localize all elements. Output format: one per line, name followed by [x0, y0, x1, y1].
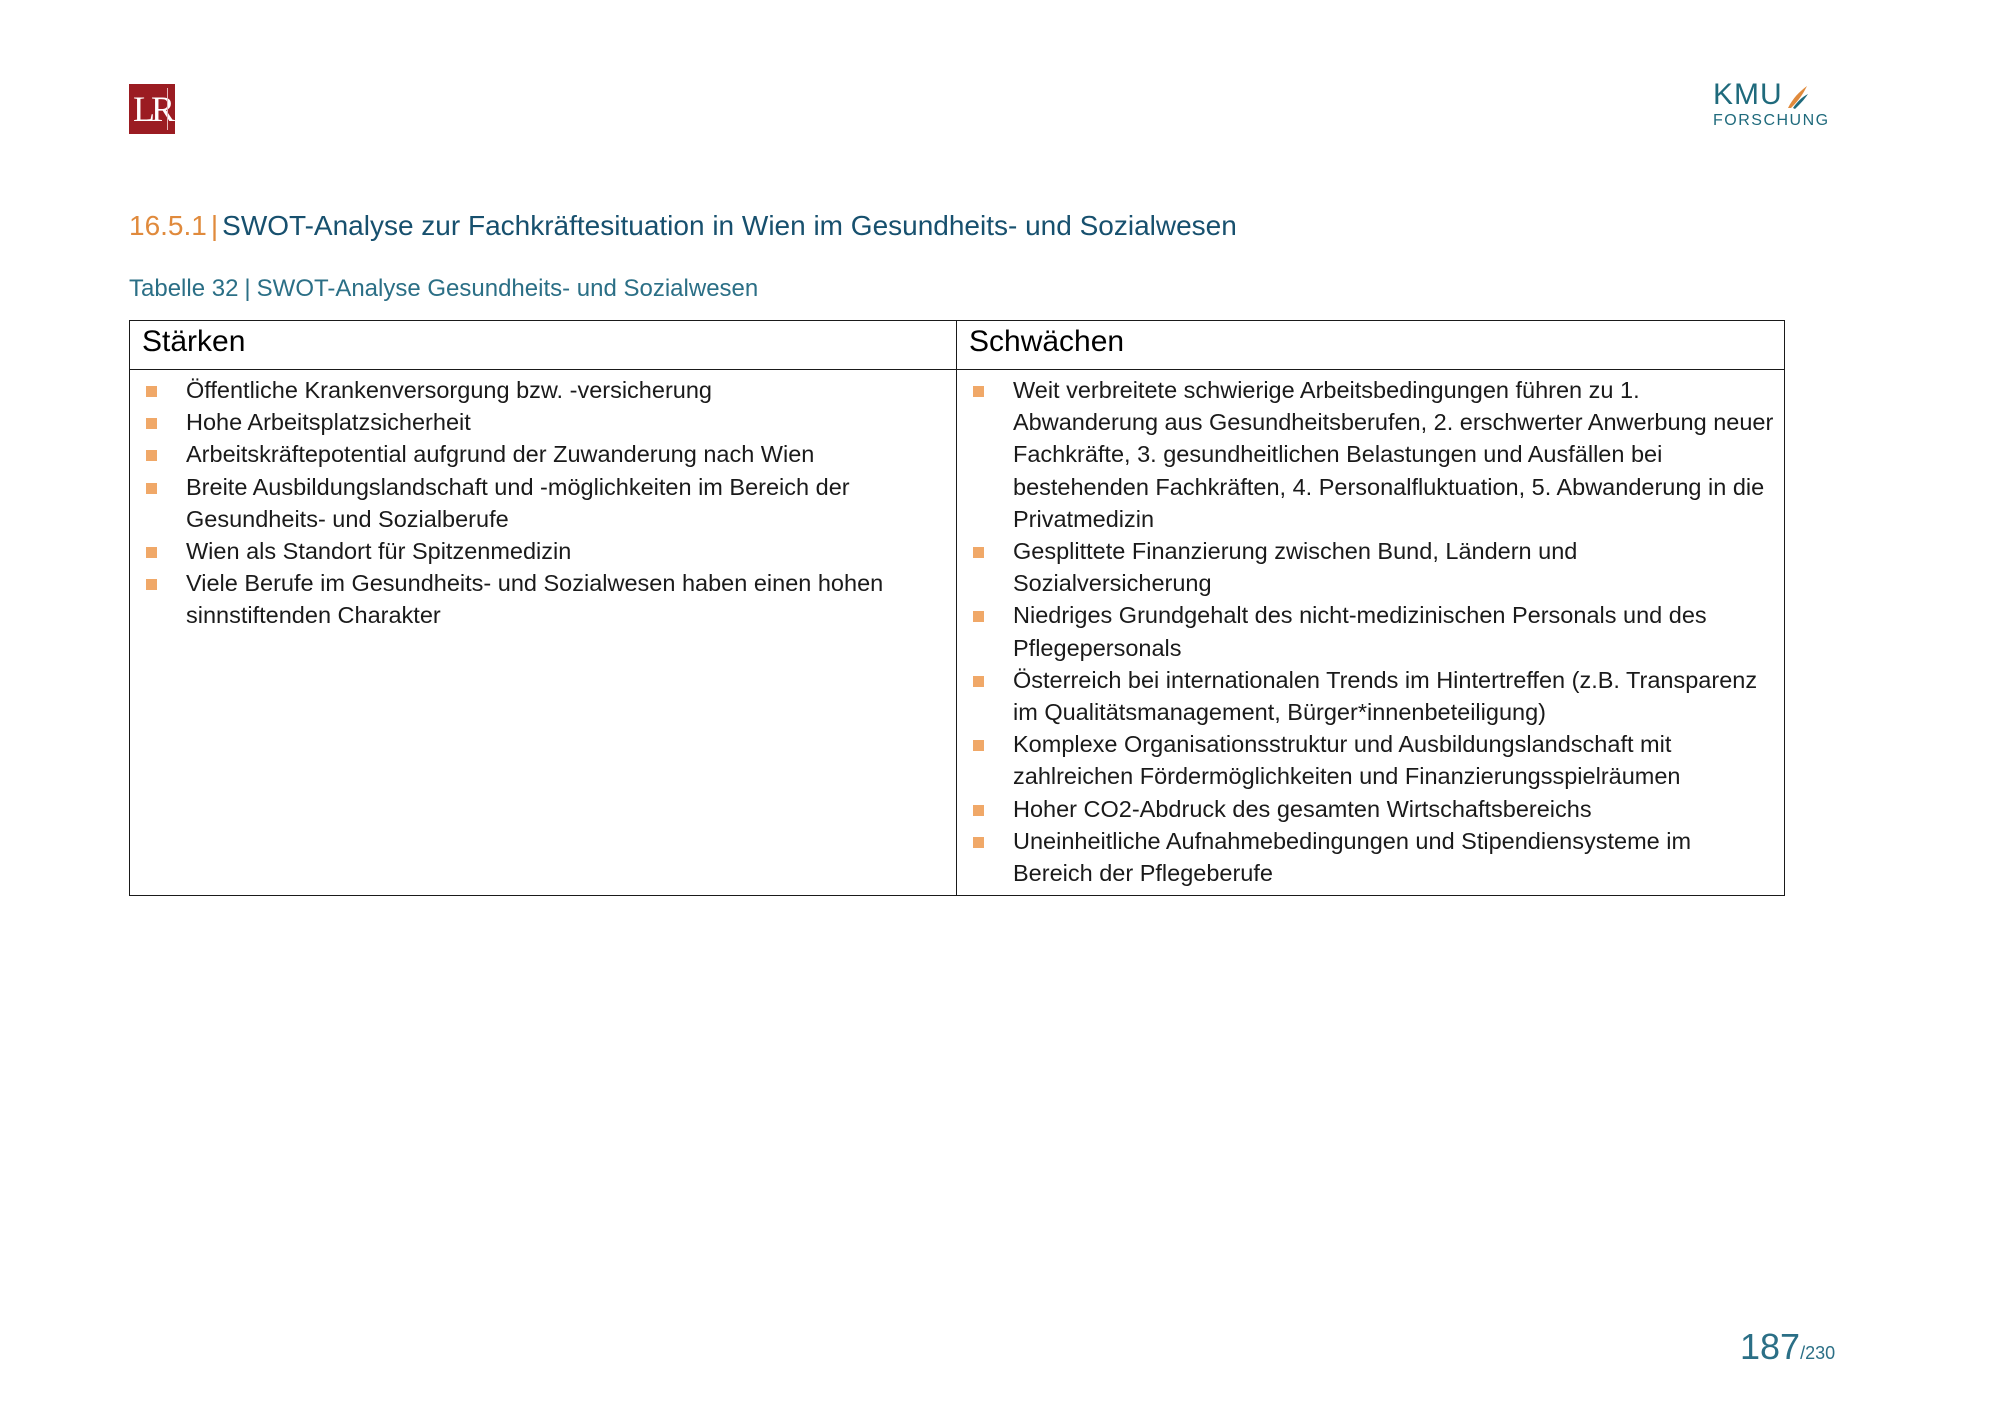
square-bullet-icon	[146, 579, 157, 590]
square-bullet-icon	[973, 805, 984, 816]
list-item	[965, 664, 1776, 728]
table-caption-label: Tabelle 32	[129, 275, 239, 302]
list-item-text: Weit verbreitete schwierige Arbeitsbedingungen führen zu 1. Abwanderung aus Gesundheitsberufen, 2. erschwerter Anwerbung neuer Fachkräfte, 3. gesundheitlichen Belastungen und Ausfällen bei bestehenden Fachkräften, 4. Personalfluktuation, 5. Abwanderung in die Privatmedizin	[1013, 377, 1774, 532]
list-item-text: Öffentliche Krankenversorgung bzw. -versicherung	[186, 377, 712, 403]
list-item	[965, 728, 1776, 792]
square-bullet-icon	[146, 483, 157, 494]
kmu-logo-wordmark	[1713, 80, 1823, 110]
weaknesses-cell	[957, 370, 1785, 896]
section-title: SWOT-Analyse zur Fachkräftesituation in Wien im Gesundheits- und Sozialwesen	[222, 210, 1237, 241]
list-item-text: Hohe Arbeitsplatzsicherheit	[186, 409, 471, 436]
leaf-icon	[1785, 84, 1809, 110]
list-item	[965, 825, 1776, 889]
square-bullet-icon	[973, 547, 984, 558]
square-bullet-icon	[973, 837, 984, 848]
square-bullet-icon	[146, 418, 157, 429]
swot-header-row	[130, 321, 1785, 370]
list-item-text: Wien als Standort für Spitzenmedizin	[186, 538, 572, 565]
kmu-logo-text: KMU	[1713, 78, 1783, 111]
section-heading	[129, 208, 1237, 244]
list-item	[965, 793, 1776, 825]
list-item-text: Uneinheitliche Aufnahmebedingungen und Stipendiensysteme im Bereich der Pflegeberufe	[1013, 827, 1692, 887]
strengths-header: Stärken	[130, 321, 957, 370]
forschung-logo-text: FORSCHUNG	[1713, 112, 1830, 129]
list-item	[138, 567, 948, 631]
square-bullet-icon	[973, 386, 984, 397]
list-item	[138, 535, 948, 567]
square-bullet-icon	[973, 676, 984, 687]
table-caption	[129, 274, 758, 304]
swot-table	[129, 320, 1785, 896]
lr-logo-side-mark	[167, 88, 174, 130]
list-item-text: Komplexe Organisationsstruktur und Ausbildungslandschaft mit zahlreichen Fördermöglichkeiten und Finanzierungsspielräumen	[1013, 731, 1681, 790]
table-caption-text: SWOT-Analyse Gesundheits- und Sozialwesen	[256, 275, 759, 302]
strengths-cell	[130, 370, 957, 896]
list-item	[138, 374, 948, 406]
square-bullet-icon	[973, 740, 984, 751]
list-item-text: Viele Berufe im Gesundheits- und Sozialwesen haben einen hohen sinnstiftenden Charakter	[186, 570, 884, 629]
square-bullet-icon	[146, 450, 157, 461]
list-item-text: Österreich bei internationalen Trends im Hintertreffen (z.B. Transparenz im Qualitätsmanagement, Bürger*innenbeteiligung)	[1013, 666, 1758, 726]
square-bullet-icon	[146, 547, 157, 558]
lr-logo-text: LR	[132, 89, 171, 129]
list-item-text: Breite Ausbildungslandschaft und -möglichkeiten im Bereich der Gesundheits- und Sozialberufe	[186, 473, 850, 532]
list-item-text: Gesplittete Finanzierung zwischen Bund, Ländern und Sozialversicherung	[1013, 538, 1578, 597]
strengths-list	[138, 374, 948, 632]
list-item-text: Hoher CO2-Abdruck des gesamten Wirtschaftsbereichs	[1013, 795, 1592, 822]
page-number	[1740, 1326, 1835, 1368]
table-caption-separator: |	[244, 275, 251, 302]
square-bullet-icon	[973, 611, 984, 622]
list-item-text: Arbeitskräftepotential aufgrund der Zuwanderung nach Wien	[186, 441, 815, 468]
list-item	[965, 535, 1776, 599]
swot-body-row	[130, 370, 1785, 896]
square-bullet-icon	[146, 386, 157, 397]
lr-logo	[129, 84, 175, 134]
list-item	[965, 374, 1776, 535]
page-number-total: /230	[1800, 1343, 1836, 1363]
section-number: 16.5.1	[129, 210, 207, 241]
list-item	[965, 599, 1776, 663]
list-item	[138, 471, 948, 535]
page-number-current: 187	[1740, 1326, 1801, 1367]
kmu-forschung-logo	[1713, 78, 1830, 140]
weaknesses-header: Schwächen	[957, 321, 1785, 370]
weaknesses-list	[965, 374, 1776, 889]
list-item	[138, 438, 948, 470]
list-item	[138, 406, 948, 438]
list-item-text: Niedriges Grundgehalt des nicht-medizinischen Personals und des Pflegepersonals	[1013, 602, 1707, 661]
section-separator: |	[210, 210, 219, 241]
